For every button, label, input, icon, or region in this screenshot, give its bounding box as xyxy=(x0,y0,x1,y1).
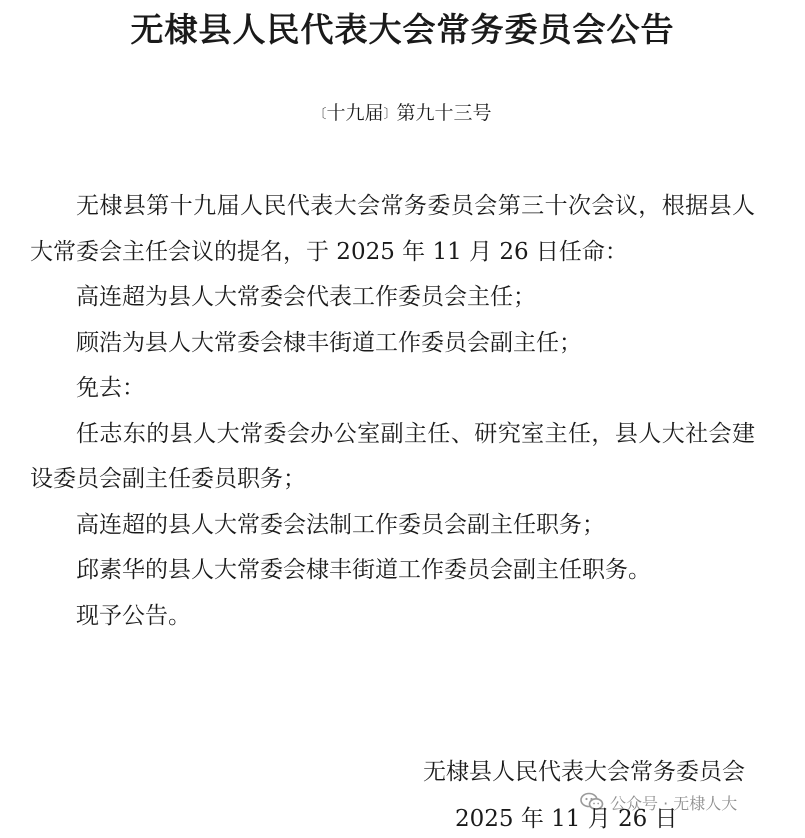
announcement-number: 第九十三号 xyxy=(396,102,492,124)
paragraph-removal-heading: 免去： xyxy=(76,375,145,401)
paragraph-appointment-2: 顾浩为县人大常委会棣丰街道工作委员会副主任； xyxy=(76,329,582,356)
paragraph-removal-2: 高连超的县人大常委会法制工作委员会副主任职务； xyxy=(76,511,605,538)
document-title: 无棣县人民代表大会常务委员会公告 xyxy=(130,10,675,49)
paragraph-intro: 无棣县第十九届人民代表大会常务委员会第三十次会议，根据县人大常委会主任会议的提名，于 2025 年 11 月 26 日任命： xyxy=(30,193,755,265)
paragraph-appointment-1: 高连超为县人大常委会代表工作委员会主任； xyxy=(76,284,536,310)
paragraph-closing: 现予公告。 xyxy=(76,602,191,629)
document-number xyxy=(0,100,805,129)
watermark-text: 公众号 · 无棣人大 xyxy=(610,793,738,813)
paragraph-removal-1: 任志东的县人大常委会办公室副主任、研究室主任，县人大社会建设委员会副主任委员职务； xyxy=(30,420,755,492)
bracket-open: 〔 xyxy=(313,107,327,122)
signature-date: 2025 年 11 月 26 日 xyxy=(455,806,678,832)
bracket-close: 〕 xyxy=(383,107,397,122)
session-label: 十九届 xyxy=(326,102,384,124)
signature-organization: 无棣县人民代表大会常务委员会 xyxy=(423,759,745,785)
document-body xyxy=(30,184,755,639)
paragraph-removal-3: 邱素华的县人大常委会棣丰街道工作委员会副主任职务。 xyxy=(76,557,651,583)
